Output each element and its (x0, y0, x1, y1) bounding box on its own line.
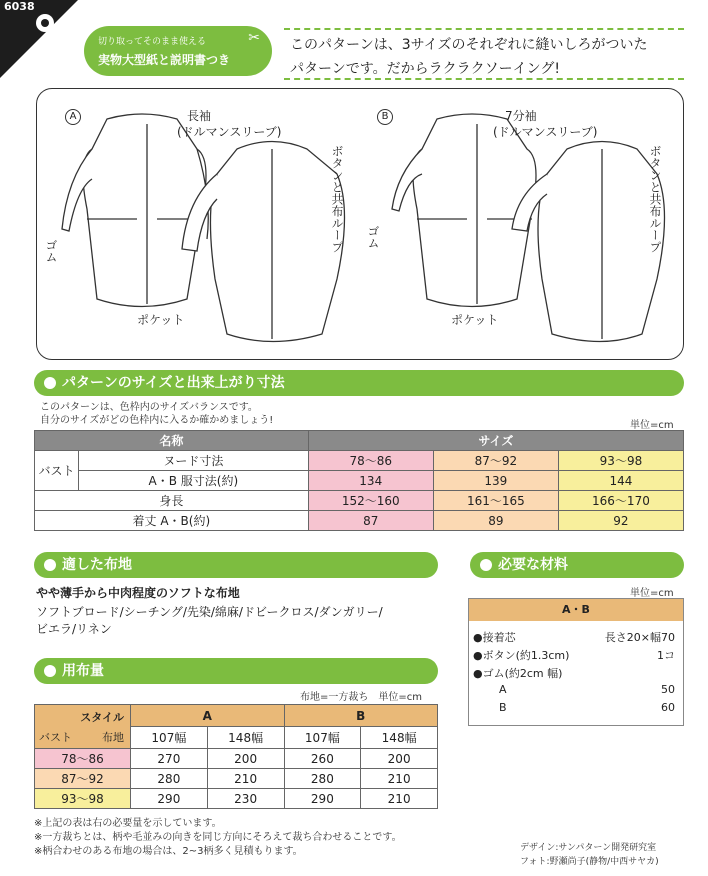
marker-b: B (377, 109, 393, 125)
fabric-subtitle: やや薄手から中肉程度のソフトな布地 (36, 586, 240, 600)
illustration-panel (36, 88, 684, 360)
table-cell: 92 (558, 511, 683, 531)
pattern-code: 6038 (4, 0, 35, 13)
materials-a-label: A (499, 683, 507, 696)
badge-line2: 実物大型紙と説明書つき (98, 53, 231, 67)
table-cell: 93〜98 (558, 451, 683, 471)
materials-interfacing: ●接着芯 (473, 631, 516, 644)
b-sleeve-label1: 7分袖 (505, 109, 537, 123)
credit-photo: フォト:野瀬尚子(静物/中西サヤカ) (520, 857, 659, 867)
table-cell: 134 (308, 471, 433, 491)
b-button-loop-label: ボタンと共布ループ (648, 145, 662, 253)
table-cell: 161〜165 (433, 491, 558, 511)
materials-b-value: 60 (661, 701, 675, 714)
nude-label: ヌード寸法 (79, 451, 309, 471)
table-cell: 87 (308, 511, 433, 531)
table-row (35, 789, 438, 809)
header-size: サイズ (308, 431, 683, 451)
table-row (35, 511, 684, 531)
badge-line1: 切り取ってそのまま使える (98, 37, 207, 47)
table-cell: 260 (284, 749, 361, 769)
size-note2: 自分のサイズがどの色枠内に入るか確かめましょう! (40, 415, 274, 426)
pattern-badge (84, 26, 272, 76)
table-cell: 87〜92 (35, 769, 131, 789)
yardage-foot3: ※柄合わせのある布地の場合は、2~3柄多く見積もります。 (34, 846, 303, 857)
table-cell: 93〜98 (35, 789, 131, 809)
table-cell: 144 (558, 471, 683, 491)
size-section-title: パターンのサイズと出来上がり寸法 (34, 370, 684, 396)
bust-label: バスト (35, 451, 79, 491)
fabric-label: 布地 (102, 731, 124, 744)
length-label: 着丈 A・B(約) (35, 511, 309, 531)
table-cell: 230 (207, 789, 284, 809)
logo-icon (36, 14, 54, 32)
materials-interfacing-value: 長さ20×幅70 (604, 631, 675, 644)
fabric-line2: ビエラ/リネン (36, 622, 112, 636)
materials-button: ●ボタン(約1.3cm) (473, 649, 570, 662)
bust-col-label: バスト (39, 731, 72, 744)
table-cell: 200 (207, 749, 284, 769)
a-sleeve-label1: 長袖 (187, 109, 212, 123)
yardage-a-header: A (131, 705, 285, 727)
materials-header: A・B (469, 599, 683, 621)
b-pocket-label: ポケット (451, 313, 499, 327)
fabric-line1: ソフトブロード/シーチング/先染/綿麻/ドビークロス/ダンガリー/ (36, 605, 383, 619)
a-pocket-label: ポケット (137, 313, 185, 327)
table-cell: 107幅 (131, 727, 208, 749)
table-cell: 210 (361, 789, 438, 809)
table-cell: 148幅 (361, 727, 438, 749)
table-cell: 210 (361, 769, 438, 789)
table-row (35, 471, 684, 491)
materials-box (468, 598, 684, 726)
size-unit: 単位=cm (630, 420, 674, 431)
marker-a: A (65, 109, 81, 125)
b-sleeve-label2: (ドルマンスリーブ) (493, 125, 598, 139)
table-cell: 210 (207, 769, 284, 789)
materials-elastic: ●ゴム(約2cm 幅) (473, 667, 563, 680)
yardage-foot2: ※一方裁ちとは、柄や毛並みの向きを同じ方向にそろえて裁ち合わせることです。 (34, 832, 402, 843)
table-cell: 152〜160 (308, 491, 433, 511)
yardage-b-header: B (284, 705, 438, 727)
fabric-section-title: 適した布地 (34, 552, 438, 578)
table-cell: 78〜86 (35, 749, 131, 769)
table-cell: 280 (284, 769, 361, 789)
table-row (35, 491, 684, 511)
header-name: 名称 (35, 431, 309, 451)
intro-line2: パターンです。だからラクラクソーイング! (290, 61, 560, 77)
table-cell: 290 (131, 789, 208, 809)
table-row (35, 769, 438, 789)
size-table (34, 430, 684, 531)
table-cell: 89 (433, 511, 558, 531)
table-cell: 87〜92 (433, 451, 558, 471)
intro-line1: このパターンは、3サイズのそれぞれに縫いしろがついた (290, 37, 648, 53)
table-cell: 166〜170 (558, 491, 683, 511)
table-row (35, 705, 438, 727)
credit-design: デザイン:サンパターン開発研究室 (520, 843, 657, 853)
materials-b-label: B (499, 701, 507, 714)
b-elastic-label: ゴム (366, 225, 380, 249)
yardage-section-title: 用布量 (34, 658, 438, 684)
materials-a-value: 50 (661, 683, 675, 696)
table-row (35, 451, 684, 471)
size-note1: このパターンは、色枠内のサイズバランスです。 (40, 402, 258, 413)
a-sleeve-label2: (ドルマンスリーブ) (177, 125, 282, 139)
garment-label: A・B 服寸法(約) (79, 471, 309, 491)
table-cell: 107幅 (284, 727, 361, 749)
scissors-icon: ✂ (248, 30, 260, 46)
table-cell: 270 (131, 749, 208, 769)
height-label: 身長 (35, 491, 309, 511)
yardage-foot1: ※上記の表は右の必要量を示しています。 (34, 818, 222, 829)
materials-section-title: 必要な材料 (470, 552, 684, 578)
yardage-note: 布地=一方裁ち 単位=cm (300, 692, 422, 703)
yardage-corner (35, 705, 131, 749)
a-button-loop-label: ボタンと共布ループ (330, 145, 344, 253)
table-cell: 200 (361, 749, 438, 769)
a-elastic-label: ゴム (44, 239, 58, 263)
materials-button-value: 1コ (657, 649, 675, 662)
style-label: スタイル (80, 711, 124, 724)
table-cell: 78〜86 (308, 451, 433, 471)
table-row (35, 749, 438, 769)
table-cell: 280 (131, 769, 208, 789)
table-cell: 148幅 (207, 727, 284, 749)
table-cell: 139 (433, 471, 558, 491)
table-cell: 290 (284, 789, 361, 809)
yardage-table (34, 704, 438, 809)
table-row (35, 431, 684, 451)
materials-unit: 単位=cm (630, 588, 674, 599)
